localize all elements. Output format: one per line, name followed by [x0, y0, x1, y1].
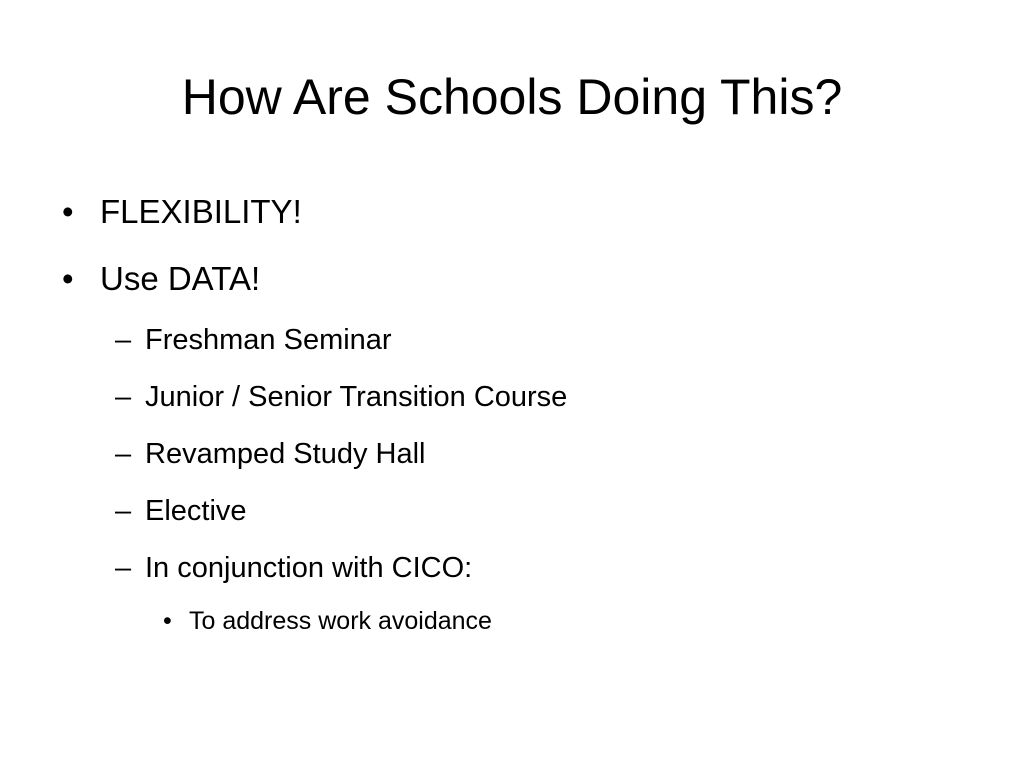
sub-bullet-text: Elective [145, 495, 247, 527]
bullet-marker: • [163, 607, 172, 635]
dash-marker: – [115, 438, 132, 470]
sub-bullet-text: Junior / Senior Transition Course [145, 381, 568, 413]
sub-bullet-text: Freshman Seminar [145, 324, 392, 356]
dash-marker: – [115, 552, 132, 584]
sub-bullet-text: Revamped Study Hall [145, 438, 426, 470]
bullet-marker: • [62, 260, 74, 297]
bullet-text: FLEXIBILITY! [100, 193, 302, 230]
sub-bullet-text: In conjunction with CICO: [145, 552, 473, 584]
dash-marker: – [115, 381, 132, 413]
dash-marker: – [115, 495, 132, 527]
bullet-marker: • [62, 193, 74, 230]
sub-sub-bullet-text: To address work avoidance [189, 607, 492, 635]
dash-marker: – [115, 324, 132, 356]
bullet-text: Use DATA! [100, 260, 261, 297]
slide-title: How Are Schools Doing This? [181, 69, 843, 125]
